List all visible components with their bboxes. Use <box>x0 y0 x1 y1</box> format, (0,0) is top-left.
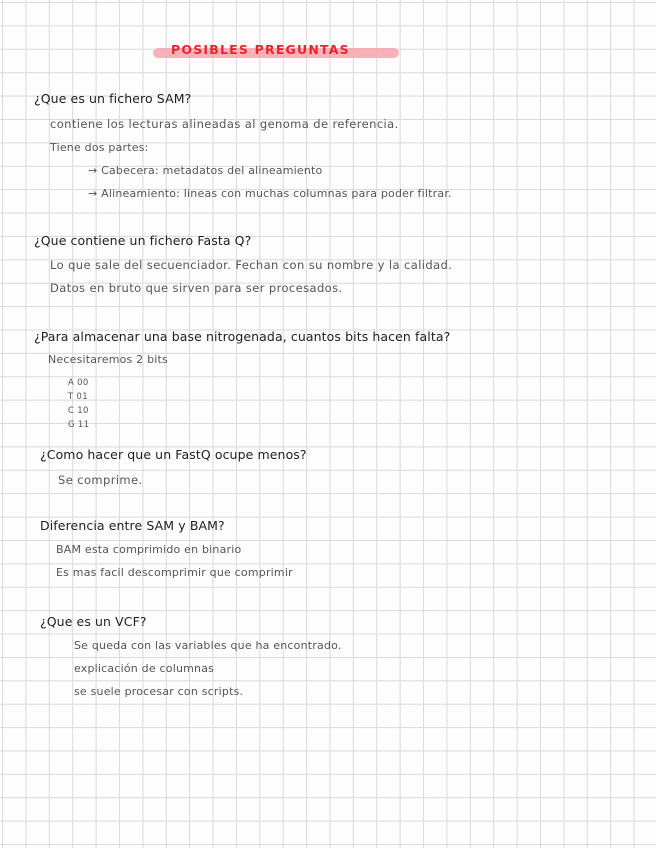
title-text: POSIBLES PREGUNTAS <box>171 42 350 57</box>
answer-bullet: → Cabecera: metadatos del alineamiento <box>88 164 323 177</box>
answer-bullet: → Alineamiento: lineas con muchas columnas para poder filtrar. <box>88 187 452 200</box>
answer-line: Es mas facil descomprimir que comprimir <box>56 566 293 579</box>
question-vcf: ¿Que es un VCF? <box>40 614 147 629</box>
answer-line: Lo que sale del secuenciador. Fechan con su nombre y la calidad. <box>50 258 453 272</box>
answer-line: Necesitaremos 2 bits <box>48 353 168 366</box>
page-title <box>153 42 399 62</box>
answer-line: BAM esta comprimido en binario <box>56 543 242 556</box>
code-row: C 10 <box>68 406 89 416</box>
question-bits: ¿Para almacenar una base nitrogenada, cuantos bits hacen falta? <box>34 329 451 344</box>
answer-line: Datos en bruto que sirven para ser procesados. <box>50 281 343 295</box>
answer-line: contiene los lecturas alineadas al genoma de referencia. <box>50 117 399 131</box>
code-row: T 01 <box>68 392 88 402</box>
question-fastq: ¿Que contiene un fichero Fasta Q? <box>34 233 252 248</box>
answer-line: Se queda con las variables que ha encontrado. <box>74 639 342 652</box>
question-fastq-size: ¿Como hacer que un FastQ ocupe menos? <box>40 447 307 462</box>
answer-line: explicación de columnas <box>74 662 215 675</box>
question-sam: ¿Que es un fichero SAM? <box>34 91 192 106</box>
answer-line: Se comprime. <box>58 473 143 487</box>
code-row: A 00 <box>68 378 89 388</box>
answer-line: se suele procesar con scripts. <box>74 685 244 698</box>
question-sam-bam: Diferencia entre SAM y BAM? <box>40 518 225 533</box>
code-row: G 11 <box>68 420 90 430</box>
answer-line: Tiene dos partes: <box>50 141 149 154</box>
